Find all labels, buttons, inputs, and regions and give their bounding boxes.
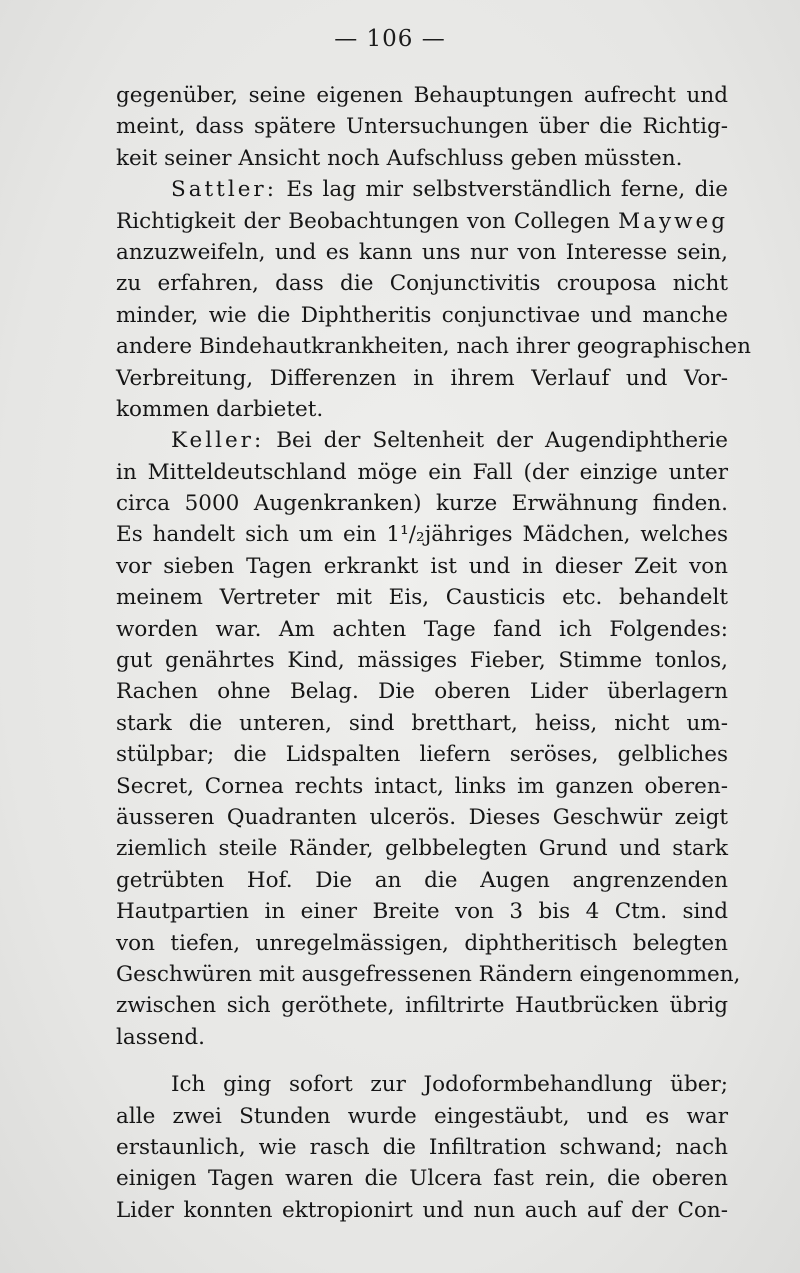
paragraph bbox=[116, 1069, 728, 1226]
text-line: kommen darbietet. bbox=[116, 396, 324, 422]
text-line: Es handelt sich um ein 1¹/₂jähriges Mädchen, welches bbox=[116, 522, 728, 548]
text-line bbox=[116, 206, 728, 237]
text-line: stark die unteren, sind bretthart, heiss, nicht um- bbox=[116, 710, 728, 736]
spaced-name: Mayweg bbox=[618, 208, 728, 234]
text-line: Lider konnten ektropionirt und nun auch auf der Con- bbox=[116, 1197, 728, 1223]
text-line: minder, wie die Diphtheritis conjunctivae und manche bbox=[116, 302, 728, 328]
text-line bbox=[116, 425, 728, 456]
text-line: zu erfahren, dass die Conjunctivitis crouposa nicht bbox=[116, 271, 728, 297]
text-line: vor sieben Tagen erkrankt ist und in dieser Zeit von bbox=[116, 553, 728, 579]
text-line: Verbreitung, Differenzen in ihrem Verlauf und Vor- bbox=[116, 365, 728, 391]
text-line: worden war. Am achten Tage fand ich Folgendes: bbox=[116, 616, 728, 642]
body-text bbox=[116, 80, 751, 1226]
text-line: Secret, Cornea rechts intact, links im ganzen oberen- bbox=[116, 773, 728, 799]
text-line: Hautpartien in einer Breite von 3 bis 4 Ctm. sind bbox=[116, 899, 728, 925]
text-line: keit seiner Ansicht noch Aufschluss geben müssten. bbox=[116, 145, 683, 171]
text-line: gegenüber, seine eigenen Behauptungen aufrecht und bbox=[116, 83, 728, 108]
text-line: Geschwüren mit ausgefressenen Rändern eingenommen, bbox=[116, 961, 741, 987]
text-line: ziemlich steile Ränder, gelbbelegten Grund und stark bbox=[116, 836, 728, 862]
text-line: andere Bindehautkrankheiten, nach ihrer geographischen bbox=[116, 334, 751, 360]
text-line: erstaunlich, wie rasch die Infiltration schwand; nach bbox=[116, 1134, 728, 1160]
text-line: alle zwei Stunden wurde eingestäubt, und es war bbox=[116, 1103, 728, 1129]
text-line: von tiefen, unregelmässigen, diphtheritisch belegten bbox=[116, 930, 728, 956]
text-line: anzuzweifeln, und es kann uns nur von Interesse sein, bbox=[116, 239, 728, 265]
text-line: Ich ging sofort zur Jodoformbehandlung über; bbox=[171, 1072, 728, 1098]
paragraph bbox=[116, 425, 741, 1053]
text-run: Richtigkeit der Beobachtungen von Collegen bbox=[116, 208, 619, 234]
text-line: zwischen sich geröthete, infiltrirte Hautbrücken übrig bbox=[116, 993, 728, 1019]
speaker-name: Keller: bbox=[171, 428, 265, 454]
text-line: gut genährtes Kind, mässiges Fieber, Stimme tonlos, bbox=[116, 648, 728, 674]
text-line: stülpbar; die Lidspalten liefern seröses, gelbliches bbox=[116, 742, 728, 768]
speaker-name: Sattler: bbox=[171, 177, 277, 203]
text-line: äusseren Quadranten ulcerös. Dieses Geschwür zeigt bbox=[116, 804, 728, 830]
text-line: circa 5000 Augenkranken) kurze Erwähnung finden. bbox=[116, 491, 728, 517]
page-number: — 106 — bbox=[334, 26, 446, 52]
paragraph bbox=[116, 174, 751, 425]
text-line: meinem Vertreter mit Eis, Causticis etc. behandelt bbox=[116, 585, 728, 611]
text-line: Rachen ohne Belag. Die oberen Lider überlagern bbox=[116, 679, 728, 705]
paragraph-gap bbox=[116, 1053, 728, 1069]
text-line: getrübten Hof. Die an die Augen angrenzenden bbox=[116, 867, 728, 893]
text-line: meint, dass spätere Untersuchungen über die Richtig- bbox=[116, 114, 728, 140]
text-line: einigen Tagen waren die Ulcera fast rein, die oberen bbox=[116, 1166, 728, 1192]
text-line: lassend. bbox=[116, 1024, 205, 1050]
text-line: in Mitteldeutschland möge ein Fall (der einzige unter bbox=[116, 459, 728, 485]
text-line bbox=[116, 174, 728, 205]
text-run: Bei der Seltenheit der Augendiphtherie bbox=[264, 428, 728, 454]
text-run: Es lag mir selbstverständlich ferne, die bbox=[276, 177, 728, 203]
paragraph bbox=[116, 80, 728, 174]
